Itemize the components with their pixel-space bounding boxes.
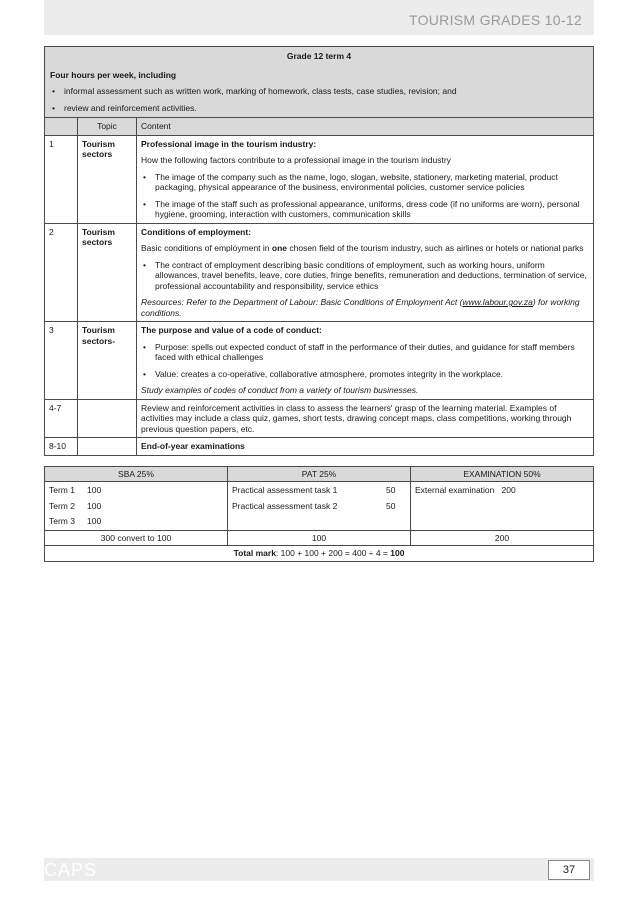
- content-heading: Conditions of employment:: [141, 226, 252, 237]
- term-overview: [45, 47, 594, 118]
- content-header: Content: [137, 118, 594, 136]
- term-plan-table: [44, 46, 594, 456]
- content-bullet: • Purpose: spells out expected conduct of staff in the performance of their duties, and guidance for staff members faced with ethical challenges: [141, 342, 589, 363]
- content-intro: [141, 243, 589, 254]
- sba-total: 300 convert to 100: [45, 530, 228, 546]
- content-bullet: • The image of the staff such as professional appearance, uniforms, dress code (if no uniforms are worn), personal hygiene, grooming, interaction with customers, communication skills: [141, 199, 589, 220]
- total-value: 100: [390, 548, 405, 558]
- content-cell: [137, 223, 594, 322]
- intro-emphasis: one: [271, 243, 287, 253]
- week-cell: 2: [45, 223, 78, 322]
- content-sheet: [44, 46, 594, 562]
- pat-cell: [228, 482, 411, 531]
- resources-text: ) for working conditions.: [141, 297, 580, 318]
- content-bullet: • The contract of employment describing basic conditions of employment, such as working hours, uniform allowances, travel benefits, leave, core duties, fringe benefits, remuneration and deductions, termination of service, professional accountability and responsibility, service ethics: [141, 260, 589, 292]
- content-cell: End-of-year examinations: [137, 438, 594, 456]
- week-cell: 4-7: [45, 399, 78, 438]
- exam-cell: [411, 482, 594, 531]
- resources-text: Resources: Refer to the Department of Labour: Basic Conditions of Employment Act (: [141, 297, 463, 307]
- page-footer: [44, 858, 594, 881]
- intro-text: chosen field of the tourism industry, such as airlines or hotels or national parks: [287, 243, 584, 253]
- assessment-summary-table: [44, 466, 594, 562]
- page-header: [44, 0, 594, 35]
- total-mark: [45, 546, 594, 562]
- week-cell: 8-10: [45, 438, 78, 456]
- sba-mark: 100: [87, 500, 102, 511]
- total-label: Total mark: [233, 548, 276, 558]
- sba-header: SBA 25%: [45, 466, 228, 482]
- intro-text: Basic conditions of employment in: [141, 243, 272, 253]
- overview-bullet: • review and reinforcement activities.: [50, 103, 588, 114]
- exam-header: EXAMINATION 50%: [411, 466, 594, 482]
- overview-bullet: • informal assessment such as written work, marking of homework, class tests, case studies, revision; and: [50, 86, 588, 97]
- content-intro: How the following factors contribute to a professional image in the tourism industry: [141, 155, 451, 165]
- study-note: Study examples of codes of conduct from a variety of tourism businesses.: [141, 385, 419, 395]
- sba-term: Term 2: [49, 500, 75, 511]
- content-heading: The purpose and value of a code of conduct:: [141, 325, 322, 335]
- pat-header: PAT 25%: [228, 466, 411, 482]
- page-number: 37: [548, 860, 590, 880]
- content-heading: Professional image in the tourism industry:: [141, 138, 317, 149]
- exam-label: External examination: [415, 485, 495, 495]
- hours-per-week: Four hours per week, including: [50, 69, 177, 80]
- resources-note: [141, 297, 589, 318]
- week-cell: 3: [45, 322, 78, 400]
- sba-cell: [45, 482, 228, 531]
- week-header: [45, 118, 78, 136]
- content-cell: Review and reinforcement activities in class to assess the learners' grasp of the learning material. Examples of activities may include a class quiz, games, short tests, drawing concept maps, class competitions, working through previous question papers, etc.: [137, 399, 594, 438]
- term-title: Grade 12 term 4: [286, 51, 352, 61]
- caps-brand: CAPS: [44, 860, 98, 880]
- week-cell: 1: [45, 135, 78, 223]
- sba-term: Term 1: [49, 485, 75, 495]
- pat-mark: 50: [386, 485, 396, 495]
- exam-total: 200: [411, 530, 594, 546]
- total-expression: : 100 + 100 + 200 = 400 ÷ 4 =: [275, 548, 391, 558]
- pat-total: 100: [228, 530, 411, 546]
- labour-link[interactable]: www.labour.gov.za: [462, 297, 533, 307]
- table-row: [45, 322, 594, 400]
- pat-mark: 50: [386, 500, 396, 511]
- content-bullet: • The image of the company such as the name, logo, slogan, website, stationery, marketing material, product packaging, physical appearance of the business, environmental policies, customer service policies: [141, 172, 589, 193]
- header-title: TOURISM GRADES 10-12: [408, 12, 582, 28]
- topic-cell: Tourism sectors-: [78, 322, 137, 400]
- table-row: [45, 223, 594, 322]
- topic-cell: [78, 438, 137, 456]
- exam-mark: 200: [501, 485, 516, 495]
- table-row: [45, 399, 594, 438]
- content-cell: [137, 135, 594, 223]
- topic-header: Topic: [78, 118, 137, 136]
- topic-cell: Tourism sectors: [78, 223, 137, 322]
- content-bullet: • Value: creates a co-operative, collaborative atmosphere, promotes integrity in the workplace.: [141, 369, 589, 380]
- topic-cell: Tourism sectors: [78, 135, 137, 223]
- table-row: [45, 135, 594, 223]
- content-cell: [137, 322, 594, 400]
- sba-mark: 100: [87, 485, 102, 495]
- table-row: [45, 438, 594, 456]
- pat-task: Practical assessment task 1: [232, 485, 338, 495]
- topic-cell: [78, 399, 137, 438]
- sba-mark: 100: [87, 516, 102, 526]
- sba-term: Term 3: [49, 516, 75, 526]
- pat-task: Practical assessment task 2: [232, 500, 338, 511]
